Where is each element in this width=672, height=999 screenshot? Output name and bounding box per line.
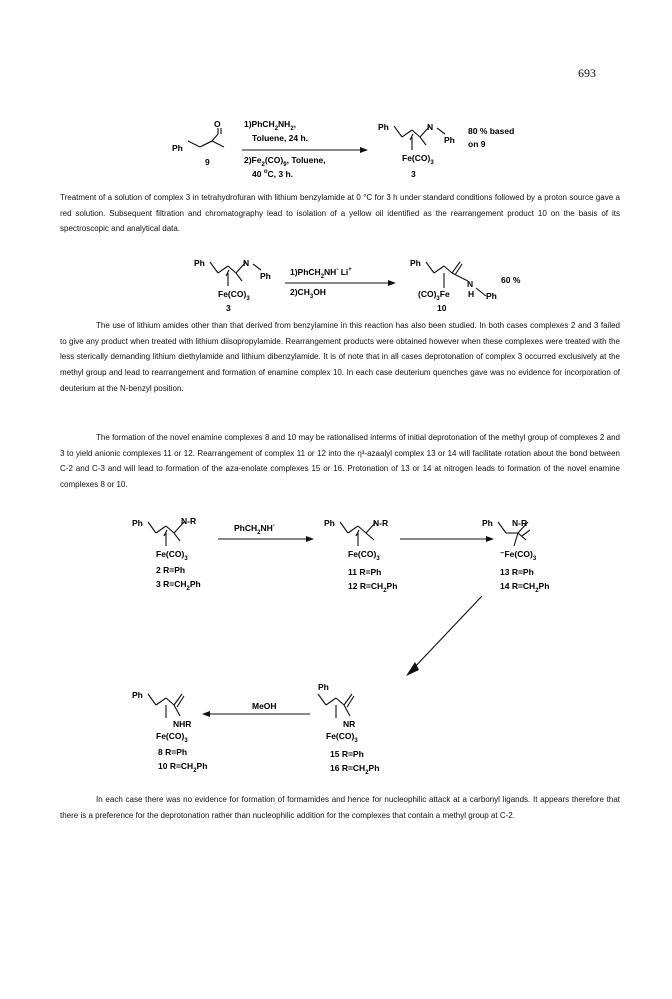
svg-text:⁻Fe(CO)3: $^-Fe(CO)_3$	[500, 549, 537, 562]
svg-text:16 R=CH2Ph: 16 $R=CH_2Ph$	[330, 763, 380, 776]
complex-3-structure-a	[394, 126, 445, 150]
ph-label: Ph	[172, 143, 183, 153]
compound-9-label: 9	[205, 157, 210, 167]
svg-text:N-R: N-R	[181, 516, 197, 526]
page-number: 693	[578, 66, 596, 80]
compound-3-label: 3	[411, 169, 416, 179]
scheme2-condition-1: 1)PhCH$_2$NH- Li+	[290, 267, 352, 280]
svg-text:N-R: N-R	[512, 518, 528, 528]
condition-3: $2)Fe_2(CO)_9$, Toluene,	[244, 155, 326, 168]
svg-text:3 R=CH2Ph: 3 $R=CH_2Ph$	[156, 579, 201, 592]
svg-text:Ph: Ph	[378, 122, 389, 132]
svg-text:Ph: Ph	[132, 518, 143, 528]
svg-text:14 R=CH2Ph: 14 $R=CH_2Ph$	[500, 581, 550, 594]
oxygen-label: O	[214, 119, 221, 129]
svg-text:NR: NR	[343, 719, 356, 729]
svg-text:Ph: Ph	[410, 258, 421, 268]
anion-11-12-structure	[340, 522, 376, 546]
svg-text:Fe(CO)3: $Fe(CO)_3$	[348, 549, 380, 562]
svg-text:(CO)3Fe: $(CO)_3Fe$	[418, 289, 450, 302]
complex-3-structure-b	[210, 262, 261, 286]
azaenolate-15-16-structure	[318, 694, 354, 718]
svg-text:Ph: Ph	[132, 690, 143, 700]
svg-text:Ph: Ph	[194, 258, 205, 268]
svg-text:2 R=Ph: 2 R=Ph	[156, 565, 186, 575]
svg-text:12 R=CH2Ph: 12 $R=CH_2Ph$	[348, 581, 398, 594]
svg-text:13 R=Ph: 13 R=Ph	[500, 567, 534, 577]
svg-text:N: N	[243, 258, 250, 268]
svg-text:Fe(CO)3: $Fe(CO)_3$	[218, 289, 250, 302]
svg-text:Fe(CO)3: $Fe(CO)_3$	[156, 549, 188, 562]
svg-text:15 R=Ph: 15 R=Ph	[330, 749, 364, 759]
svg-text:NHR: NHR	[173, 719, 192, 729]
svg-text:Ph: Ph	[482, 518, 493, 528]
svg-text:8 R=Ph: 8 R=Ph	[158, 747, 188, 757]
scheme3-meoh: MeOH	[252, 701, 277, 711]
condition-4: 40 $^o$C, 3 h.	[252, 169, 294, 179]
svg-text:Ph: Ph	[318, 682, 329, 692]
condition-2: Toluene, 24 h.	[252, 133, 309, 143]
svg-text:Ph: Ph	[260, 271, 271, 281]
yield-line-2: on 9	[468, 139, 486, 149]
condition-1: $1)PhCH_2NH_2$,	[244, 119, 297, 132]
svg-text:Ph: Ph	[324, 518, 335, 528]
paragraph-2: The use of lithium amides other than that derived from benzylamine in this reaction has also been studied. In both cases complexes 2 and 3 failed to give any product when treated with lithium diisopropylamide. Rearrangement products were obtained however when these complexes were treated with the less sterically demanding lithium diethylamide and lithium dibenzylamide. It is of note that in all cases deprotonation of complex 3 occurred exclusively at the methyl group and lead to rearrangement and formation of enamine complex 10. In each case deuterium quenches gave was no evidence for incorporation of deuterium at the N-benzyl position.	[60, 321, 620, 393]
scheme3-reagent: PhCH$_2$NH-	[234, 523, 275, 536]
svg-text:10 R=CH2Ph: 10 $R=CH_2Ph$	[158, 761, 208, 774]
svg-text:Fe(CO)3: $Fe(CO)_3$	[402, 153, 434, 166]
paragraph-1: Treatment of a solution of complex 3 in tetrahydrofuran with lithium benzylamide at 0 °C for 3 h under standard conditions followed by a proton source gave a red solution. Subsequent filtration and chromatography lead to isolation of a yellow oil identified as the rearrangement product 10 on the basis of its spectroscopic and analytical data.	[60, 193, 620, 234]
svg-text:Fe(CO)3: $Fe(CO)_3$	[156, 731, 188, 744]
yield-line-1: 80 % based	[468, 126, 515, 136]
compound-3-label-b: 3	[226, 303, 231, 313]
complex-2-3-structure	[148, 522, 184, 546]
enamine-8-10-structure	[148, 694, 184, 718]
svg-text:N-R: N-R	[373, 518, 389, 528]
paragraph-4: In each case there was no evidence for formation of formamides and hence for nucleophilic attack at a carbonyl ligands. It appears therefore that there is a preference for the deprotonation rather than nucleophilic addition for the complexes that contain a methyl group at C-2.	[60, 795, 620, 820]
svg-text:Fe(CO)3: $Fe(CO)_3$	[326, 731, 358, 744]
compound-10-label: 10	[437, 303, 447, 313]
svg-text:Ph: Ph	[444, 135, 455, 145]
svg-text:H: H	[468, 289, 475, 299]
svg-text:11 R=Ph: 11 R=Ph	[348, 567, 382, 577]
svg-text:Ph: Ph	[486, 291, 497, 301]
scheme2-yield: 60 %	[501, 275, 521, 285]
paragraph-3: The formation of the novel enamine complexes 8 and 10 may be rationalised interms of initial deprotonation of the methyl group of complexes 2 and 3 to yield anionic complexes 11 or 12. Rearrangement of complex 11 or 12 into the η³-azaalyl complex 13 or 14 will facilitate rotation about the bond between C-2 and C-3 and will lead to formation of the aza-enolate complexes 15 or 16. Protonation of 13 or 14 at nitrogen leads to formation of the novel enamine complexes 8 or 10.	[60, 433, 620, 490]
svg-text:N: N	[427, 122, 434, 132]
ketone-9-structure	[188, 128, 224, 147]
scheme2-condition-2: $2)CH_3OH$	[290, 287, 326, 300]
svg-text:N: N	[467, 279, 474, 289]
